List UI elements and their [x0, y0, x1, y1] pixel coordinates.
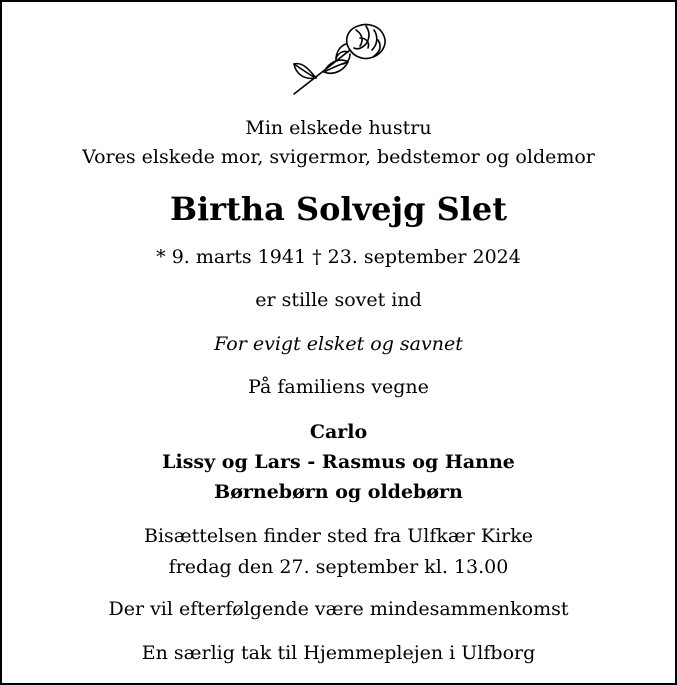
intro-line-family: Vores elskede mor, svigermor, bedstemor og oldemor	[82, 146, 595, 168]
on-behalf-text: På familiens vegne	[248, 376, 429, 398]
funeral-location: Bisættelsen finder sted fra Ulfkær Kirke	[144, 525, 533, 547]
funeral-datetime: fredag den 27. september kl. 13.00	[168, 556, 509, 578]
thanks-text: En særlig tak til Hjemmeplejen i Ulfborg	[141, 642, 536, 664]
deceased-name: Birtha Solvejg Slet	[169, 190, 508, 228]
family-member-line: Lissy og Lars - Rasmus og Hanne	[162, 451, 515, 473]
birth-death-dates: * 9. marts 1941 † 23. september 2024	[156, 246, 521, 268]
family-member-line: Carlo	[309, 421, 368, 443]
rose-icon	[288, 16, 394, 98]
tribute-text: For evigt elsket og savnet	[214, 333, 463, 355]
gathering-text: Der vil efterfølgende være mindesammenkomst	[108, 598, 569, 620]
family-member-line: Børnebørn og oldebørn	[214, 481, 463, 503]
intro-line-wife: Min elskede hustru	[245, 117, 432, 139]
passing-text: er stille sovet ind	[255, 289, 422, 311]
